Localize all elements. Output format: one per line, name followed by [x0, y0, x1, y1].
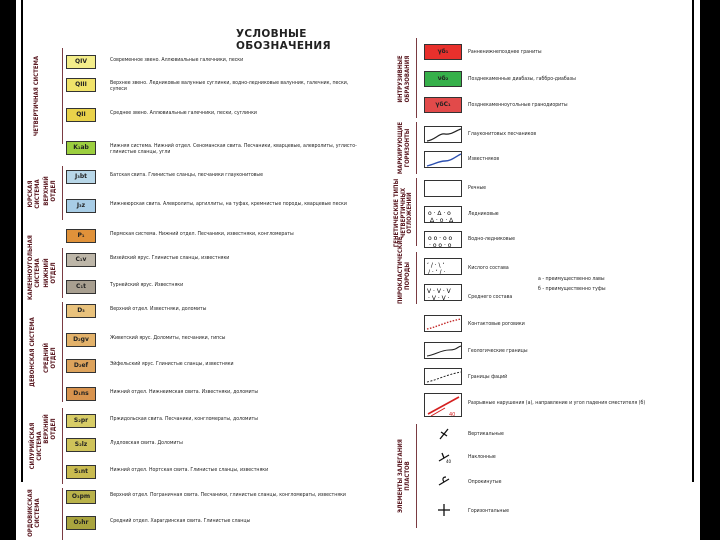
intrusive-description: Позднекаменноугольные гранодиориты — [468, 102, 568, 108]
group-bracket-bedding — [416, 424, 417, 528]
glacial-deposits-icon — [424, 206, 462, 223]
group-bracket-genetic — [416, 178, 417, 246]
legend-swatch: QII — [66, 108, 96, 122]
group-label-genetic: ГЕНЕТИЧЕСКИЕ ТИПЫ ЧЕТВЕРТИЧНЫХ ОТЛОЖЕНИЙ — [393, 178, 413, 248]
legend-swatch: QIV — [66, 55, 96, 69]
right-frame-line — [692, 0, 694, 482]
legend-description: Лудловская свита. Доломиты — [110, 440, 183, 446]
legend-text-acid-composition: Кислого состава — [468, 265, 509, 271]
contact-hornfels-icon — [424, 315, 462, 332]
legend-description: Визейский ярус. Глинистые сланцы, известняки — [110, 255, 230, 261]
intrusive-swatch: γδC₁ — [424, 97, 462, 113]
legend-description: Нижнеюрская свита. Алевролиты, аргиллиты, на туфах, кремнистые породы, кварцевые пески — [110, 201, 347, 207]
legend-text-limestone: Известняков — [468, 156, 500, 162]
intrusive-swatch: νδ₂ — [424, 71, 462, 87]
legend-swatch: C₁t — [66, 280, 96, 294]
legend-description: Эйфельский ярус. Глинистые сланцы, известняки — [110, 361, 234, 367]
legend-swatch: S₂lz — [66, 438, 96, 452]
svg-text:о · ∆ · о: о · ∆ · о — [428, 210, 451, 217]
group-label-silurian-upper: ВЕРХНИЙ ОТДЕЛ — [43, 414, 57, 444]
group-bracket-jurassic — [62, 166, 63, 220]
legend-description: Пржидольская свита. Песчаники, конгломераты, доломиты — [110, 416, 258, 422]
legend-description: Верхний отдел. Пограничная свита. Песчаники, глинистые сланцы, конгломераты, известняки — [110, 492, 346, 498]
legend-swatch: D₁ns — [66, 387, 96, 401]
group-label-pyroclastic: ПИРОКЛАСТИЧЕСКИЕ ПОРОДЫ — [397, 236, 411, 304]
vertical-bedding-icon — [437, 427, 451, 441]
group-label-ordovician: ОРДОВИКСКАЯ СИСТЕМА — [27, 489, 41, 537]
group-bracket-pyroclastic — [416, 252, 417, 304]
group-label-marker: МАРКИРУЮЩИЕ ГОРИЗОНТЫ — [397, 121, 411, 175]
legend-text-facies-boundary: Границы фаций — [468, 374, 508, 380]
svg-text:‘ / · \ ‘: ‘ / · \ ‘ — [427, 262, 445, 269]
legend-swatch: P₁ — [66, 229, 96, 243]
legend-swatch: J₃bt — [66, 170, 96, 184]
group-label-carboniferous: КАМЕННОУГОЛЬНАЯ СИСТЕМА — [27, 235, 41, 300]
svg-text:40: 40 — [446, 459, 451, 464]
legend-text-hornfels: Контактовые роговики — [468, 321, 525, 327]
fluvioglacial-deposits-icon — [424, 231, 462, 248]
legend-description: Верхний отдел. Известняки, доломиты — [110, 306, 207, 312]
legend-swatch: D₂gv — [66, 333, 96, 347]
legend-text-vertical: Вертикальные — [468, 431, 504, 437]
legend-note-a: а - преимущественно лавы — [538, 276, 605, 282]
group-bracket-devonian — [62, 302, 63, 402]
legend-swatch: D₂ef — [66, 359, 96, 373]
intrusive-description: Ранненижнепозднее граниты — [468, 49, 542, 55]
legend-text-horizontal: Горизонтальные — [468, 508, 510, 514]
group-bracket-intrusive — [416, 38, 417, 118]
legend-text-river: Речные — [468, 185, 487, 191]
legend-text-inclined: Наклонные — [468, 454, 496, 460]
legend-swatch: C₁v — [66, 253, 96, 267]
legend-swatch: K₁ab — [66, 141, 96, 155]
fault-icon — [424, 393, 462, 417]
legend-swatch: QIII — [66, 78, 96, 92]
marker-horizon-limestone-icon — [424, 151, 462, 168]
marker-horizon-glauconite-icon — [424, 126, 462, 143]
svg-text:V · V · V: V · V · V — [427, 288, 451, 295]
legend-description: Батская свита. Глинистые сланцы, песчаники глауконитовые — [110, 172, 263, 178]
group-bracket-silurian — [62, 408, 63, 484]
legend-text-glauconite: Глауконитовых песчаников — [468, 131, 537, 137]
legend-description: Средний отдел. Харагдинская свита. Глинистые сланцы — [110, 518, 251, 524]
legend-text-overturned: Опрокинутые — [468, 479, 502, 485]
group-label-devonian-middle: СРЕДНИЙ ОТДЕЛ — [43, 343, 57, 373]
group-bracket-marker — [416, 122, 417, 174]
overturned-bedding-icon — [437, 474, 451, 488]
legend-swatch: S₁nt — [66, 465, 96, 479]
legend-text-intermediate-composition: Среднего состава — [468, 294, 513, 300]
group-bracket-ordovician — [62, 488, 63, 540]
legend-text-glacial: Ледниковые — [468, 211, 499, 217]
group-label-jurassic-upper: ВЕРХНИЙ ОТДЕЛ — [43, 176, 57, 206]
inclined-bedding-icon — [437, 450, 451, 464]
group-label-quaternary: ЧЕТВЕРТИЧНАЯ СИСТЕМА — [33, 55, 40, 137]
svg-text:· V · V ·: · V · V · — [428, 295, 450, 302]
svg-text:∆ · о · ∆: ∆ · о · ∆ — [430, 217, 454, 224]
group-label-devonian: ДЕВОНСКАЯ СИСТЕМА — [29, 317, 36, 387]
legend-title: УСЛОВНЫЕ ОБОЗНАЧЕНИЯ — [236, 28, 331, 52]
horizontal-bedding-icon — [437, 503, 451, 517]
intrusive-description: Позднекаменные диабазы, габбро-диабазы — [468, 76, 576, 82]
right-frame-bar — [700, 0, 720, 540]
group-bracket-carboniferous — [62, 248, 63, 298]
group-label-carboniferous-lower: НИЖНИЙ ОТДЕЛ — [43, 258, 57, 288]
group-label-bedding: ЭЛЕМЕНТЫ ЗАЛЕГАНИЯ ПЛАСТОВ — [397, 439, 411, 513]
legend-description: Нижний отдел. Нортская свита. Глинистые сланцы, известняки — [110, 467, 269, 473]
group-bracket-quaternary — [62, 48, 63, 144]
legend-description: Среднее звено. Аллювиальные галечники, пески, суглинки — [110, 110, 257, 116]
intrusive-swatch: γδ₁ — [424, 44, 462, 60]
legend-swatch: J₃z — [66, 199, 96, 213]
legend-swatch: D₃ — [66, 304, 96, 318]
group-label-jurassic: ЮРСКАЯ СИСТЕМА — [27, 179, 41, 209]
legend-text-fault: Разрывные нарушения (а), направление и угол падения сместителя (б) — [468, 400, 646, 406]
legend-text-geologic-boundary: Геологические границы — [468, 348, 528, 354]
geologic-boundary-icon — [424, 342, 462, 359]
legend-description: Турнейский ярус. Известняки — [110, 282, 184, 288]
legend-description: Верхнее звено. Ледниковые валунные суглинки, водно-ледниковые валунник, галечник, пески, супеси — [110, 80, 349, 93]
group-label-intrusive: ИНТРУЗИВНЫЕ ОБРАЗОВАНИЯ — [397, 55, 411, 103]
legend-swatch: S₂pr — [66, 414, 96, 428]
acid-pyroclastic-icon — [424, 258, 462, 275]
legend-description: Живетский ярус. Доломиты, песчаники, гипсы — [110, 335, 226, 341]
left-frame-line — [21, 0, 23, 482]
left-frame-bar — [0, 0, 16, 540]
facies-boundary-icon — [424, 368, 462, 385]
legend-description: Нижний отдел. Нижнеимская свита. Известняки, доломиты — [110, 389, 259, 395]
group-label-silurian: СИЛУРИЙСКАЯ СИСТЕМА — [29, 422, 43, 470]
svg-text:/ · ‘ / ·: / · ‘ / · — [428, 269, 446, 276]
legend-swatch: O₂hr — [66, 516, 96, 530]
legend-description: Нижняя система. Нижний отдел. Сеноманская свита. Песчаники, кварцевые, алевролиты, углисто-глинистые сланцы, угли — [110, 143, 357, 156]
legend-swatch: O₃pm — [66, 490, 96, 504]
intermediate-pyroclastic-icon — [424, 284, 462, 301]
river-deposits-icon — [424, 180, 462, 197]
legend-note-b: б - преимущественно туфы — [538, 286, 606, 292]
svg-text:· о о · о: · о о · о — [429, 242, 452, 249]
legend-description: Современное звено. Аллювиальные галечники, пески — [110, 57, 244, 63]
legend-text-fluvioglacial: Водно-ледниковые — [468, 236, 516, 242]
legend-description: Пермская система. Нижний отдел. Песчаники, известняки, конгломераты — [110, 231, 294, 237]
svg-text:40: 40 — [449, 412, 456, 418]
svg-text:о о · о о: о о · о о — [428, 235, 453, 242]
